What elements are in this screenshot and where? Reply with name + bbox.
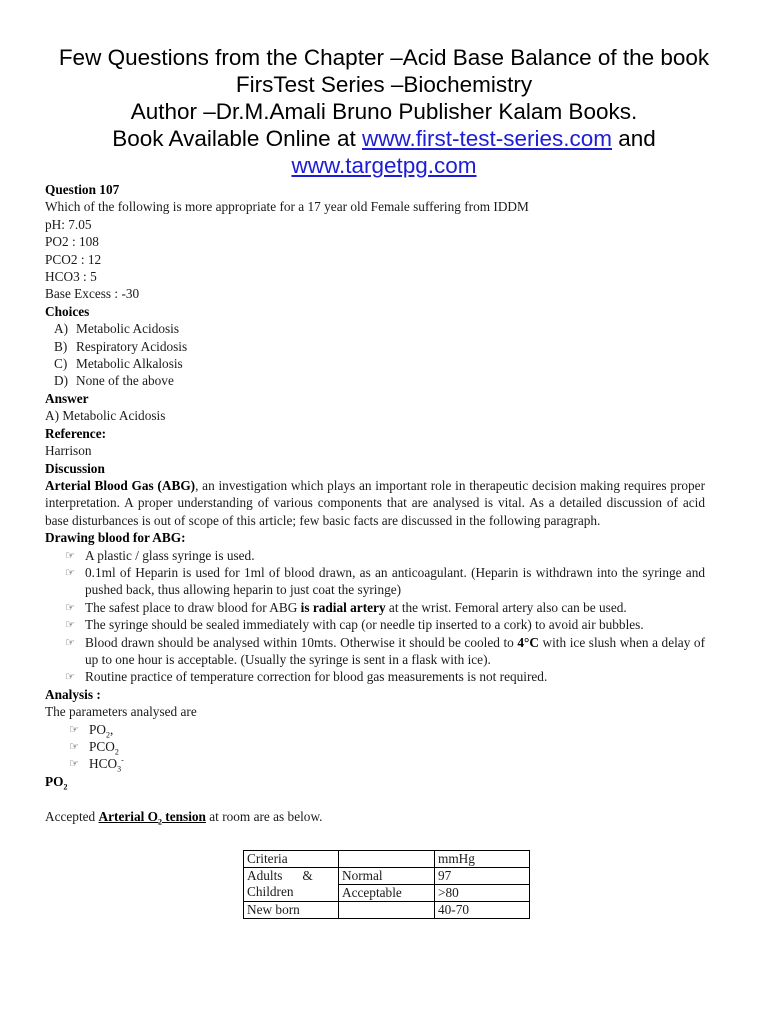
temperature-term: 4°C <box>517 634 539 650</box>
table-cell: mmHg <box>435 851 530 868</box>
bullet-text: 0.1ml of Heparin is used for 1ml of blood drawn, as an anticoagulant. (Heparin is withdrawn into the syringe and pushed back, thus allowing heparin to just coat the syringe) <box>85 564 705 598</box>
bullet-text: with ice slush when a delay of up to one hour is acceptable. (Usually the syringe is sent in a flask with ice). <box>85 634 705 667</box>
cell-text: Adults & <box>247 868 313 883</box>
subscript: 3 <box>117 765 122 775</box>
hand-pointer-icon: ☞ <box>69 757 79 771</box>
table-cell: New born <box>244 902 339 919</box>
table-cell: 97 <box>435 868 530 885</box>
reference-heading: Reference: <box>45 425 107 441</box>
header-line: FirsTest Series –Biochemistry <box>235 72 533 97</box>
choice-key: D) <box>54 373 69 389</box>
hand-pointer-icon: ☞ <box>65 635 75 649</box>
choice-item <box>45 320 705 337</box>
bullet-item <box>45 564 705 599</box>
bullet-item <box>45 668 705 685</box>
bullet-item <box>45 634 705 669</box>
analysis-intro: The parameters analysed are <box>45 704 197 720</box>
question-heading: Question 107 <box>45 182 120 197</box>
spacer <box>45 790 705 807</box>
bullet-item <box>45 599 705 616</box>
table-cell: 40-70 <box>435 902 530 919</box>
parameter-item <box>45 755 705 775</box>
hco3-value: HCO3 : 5 <box>45 269 97 285</box>
table-cell: Normal <box>339 868 435 885</box>
header-line <box>0 125 768 152</box>
choice-item <box>45 355 705 372</box>
accepted-tension-text <box>45 808 705 825</box>
cell-text: Children <box>247 884 294 899</box>
text: tension <box>161 808 206 824</box>
heading-text: PO <box>45 773 64 789</box>
document-body <box>45 181 705 825</box>
document-header <box>0 44 768 179</box>
hand-pointer-icon: ☞ <box>65 600 75 614</box>
text: at room are as below. <box>205 808 323 824</box>
subscript: 2 <box>63 782 68 792</box>
header-line <box>0 152 768 179</box>
answer-heading: Answer <box>45 390 89 406</box>
first-test-series-link[interactable]: www.first-test-series.com <box>361 126 612 151</box>
header-text: and <box>612 126 656 151</box>
subscript: 2 <box>157 817 162 827</box>
table-cell: Criteria <box>244 851 339 868</box>
bullet-text: at the wrist. Femoral artery also can be used. <box>385 599 627 615</box>
arterial-o2-table <box>243 850 530 919</box>
question-text: Which of the following is more appropriate for a 17 year old Female suffering from IDDM <box>45 199 529 215</box>
choice-item <box>45 372 705 389</box>
header-text: Book Available Online at <box>112 126 362 151</box>
hand-pointer-icon: ☞ <box>65 565 75 579</box>
drawing-blood-heading: Drawing blood for ABG: <box>45 530 186 546</box>
header-line: Few Questions from the Chapter –Acid Base Balance of the book <box>58 45 710 70</box>
parameter-text: , <box>110 721 114 737</box>
radial-artery-term: is radial artery <box>300 599 386 615</box>
bullet-text: A plastic / glass syringe is used. <box>85 547 255 563</box>
parameter-text: PO <box>89 721 106 737</box>
parameter-text: PCO <box>89 739 115 754</box>
table-row <box>244 868 530 885</box>
table-cell: >80 <box>435 885 530 902</box>
parameter-item <box>45 721 705 738</box>
subscript: 2 <box>106 730 110 740</box>
choice-key: C) <box>54 356 68 372</box>
bullet-item <box>45 547 705 564</box>
analysis-heading: Analysis : <box>45 686 101 702</box>
bullet-text: Routine practice of temperature correction for blood gas measurements is not required. <box>85 669 548 685</box>
table-cell <box>244 868 339 902</box>
choices-heading: Choices <box>45 303 90 319</box>
choice-item <box>45 338 705 355</box>
choice-text: Metabolic Alkalosis <box>76 356 183 372</box>
bullet-text: The safest place to draw blood for ABG <box>85 599 301 615</box>
choice-text: Respiratory Acidosis <box>76 338 188 354</box>
text: Accepted <box>45 808 99 824</box>
choice-text: Metabolic Acidosis <box>76 321 180 337</box>
table-cell <box>339 902 435 919</box>
po2-heading <box>45 773 705 790</box>
hand-pointer-icon: ☞ <box>65 548 75 562</box>
table-cell <box>339 851 435 868</box>
choice-key: A) <box>54 321 69 337</box>
abg-term: Arterial Blood Gas (ABG) <box>45 477 196 493</box>
ph-value: pH: 7.05 <box>45 216 92 232</box>
table-row <box>244 902 530 919</box>
parameter-text: HCO <box>89 756 118 772</box>
hand-pointer-icon: ☞ <box>65 670 75 684</box>
po2-value: PO2 : 108 <box>45 234 99 250</box>
parameter-item <box>45 738 705 755</box>
bullet-text: Blood drawn should be analysed within 10mts. Otherwise it should be cooled to <box>85 634 518 650</box>
choice-text: None of the above <box>76 373 174 389</box>
bullet-text: The syringe should be sealed immediately with cap (or needle tip inserted to a cork) to avoid air bubbles. <box>85 617 644 633</box>
header-line: Author –Dr.M.Amali Bruno Publisher Kalam Books. <box>130 99 638 124</box>
hand-pointer-icon: ☞ <box>69 740 79 753</box>
answer-text: A) Metabolic Acidosis <box>45 408 166 424</box>
bullet-item <box>45 616 705 633</box>
discussion-heading: Discussion <box>45 460 105 476</box>
discussion-text: , an investigation which plays an important role in therapeutic decision making requires proper interpretation. A proper understanding of various components that are analysed is vital. As a detailed discussion of acid base disturbances is out of scope of this article; few basic facts are discussed in the following paragraph. <box>45 477 705 528</box>
pco2-value: PCO2 : 12 <box>45 251 102 267</box>
arterial-o2-tension-term <box>98 808 206 827</box>
table-cell: Acceptable <box>339 885 435 902</box>
discussion-paragraph <box>45 477 705 529</box>
reference-text: Harrison <box>45 443 92 459</box>
hand-pointer-icon: ☞ <box>69 722 79 736</box>
choice-key: B) <box>54 338 68 354</box>
text: Arterial O <box>98 808 158 824</box>
table-row <box>244 851 530 868</box>
targetpg-link[interactable]: www.targetpg.com <box>291 153 477 178</box>
base-excess-value: Base Excess : -30 <box>45 286 140 302</box>
superscript: - <box>121 755 124 765</box>
hand-pointer-icon: ☞ <box>65 618 75 632</box>
subscript: 2 <box>114 747 119 757</box>
